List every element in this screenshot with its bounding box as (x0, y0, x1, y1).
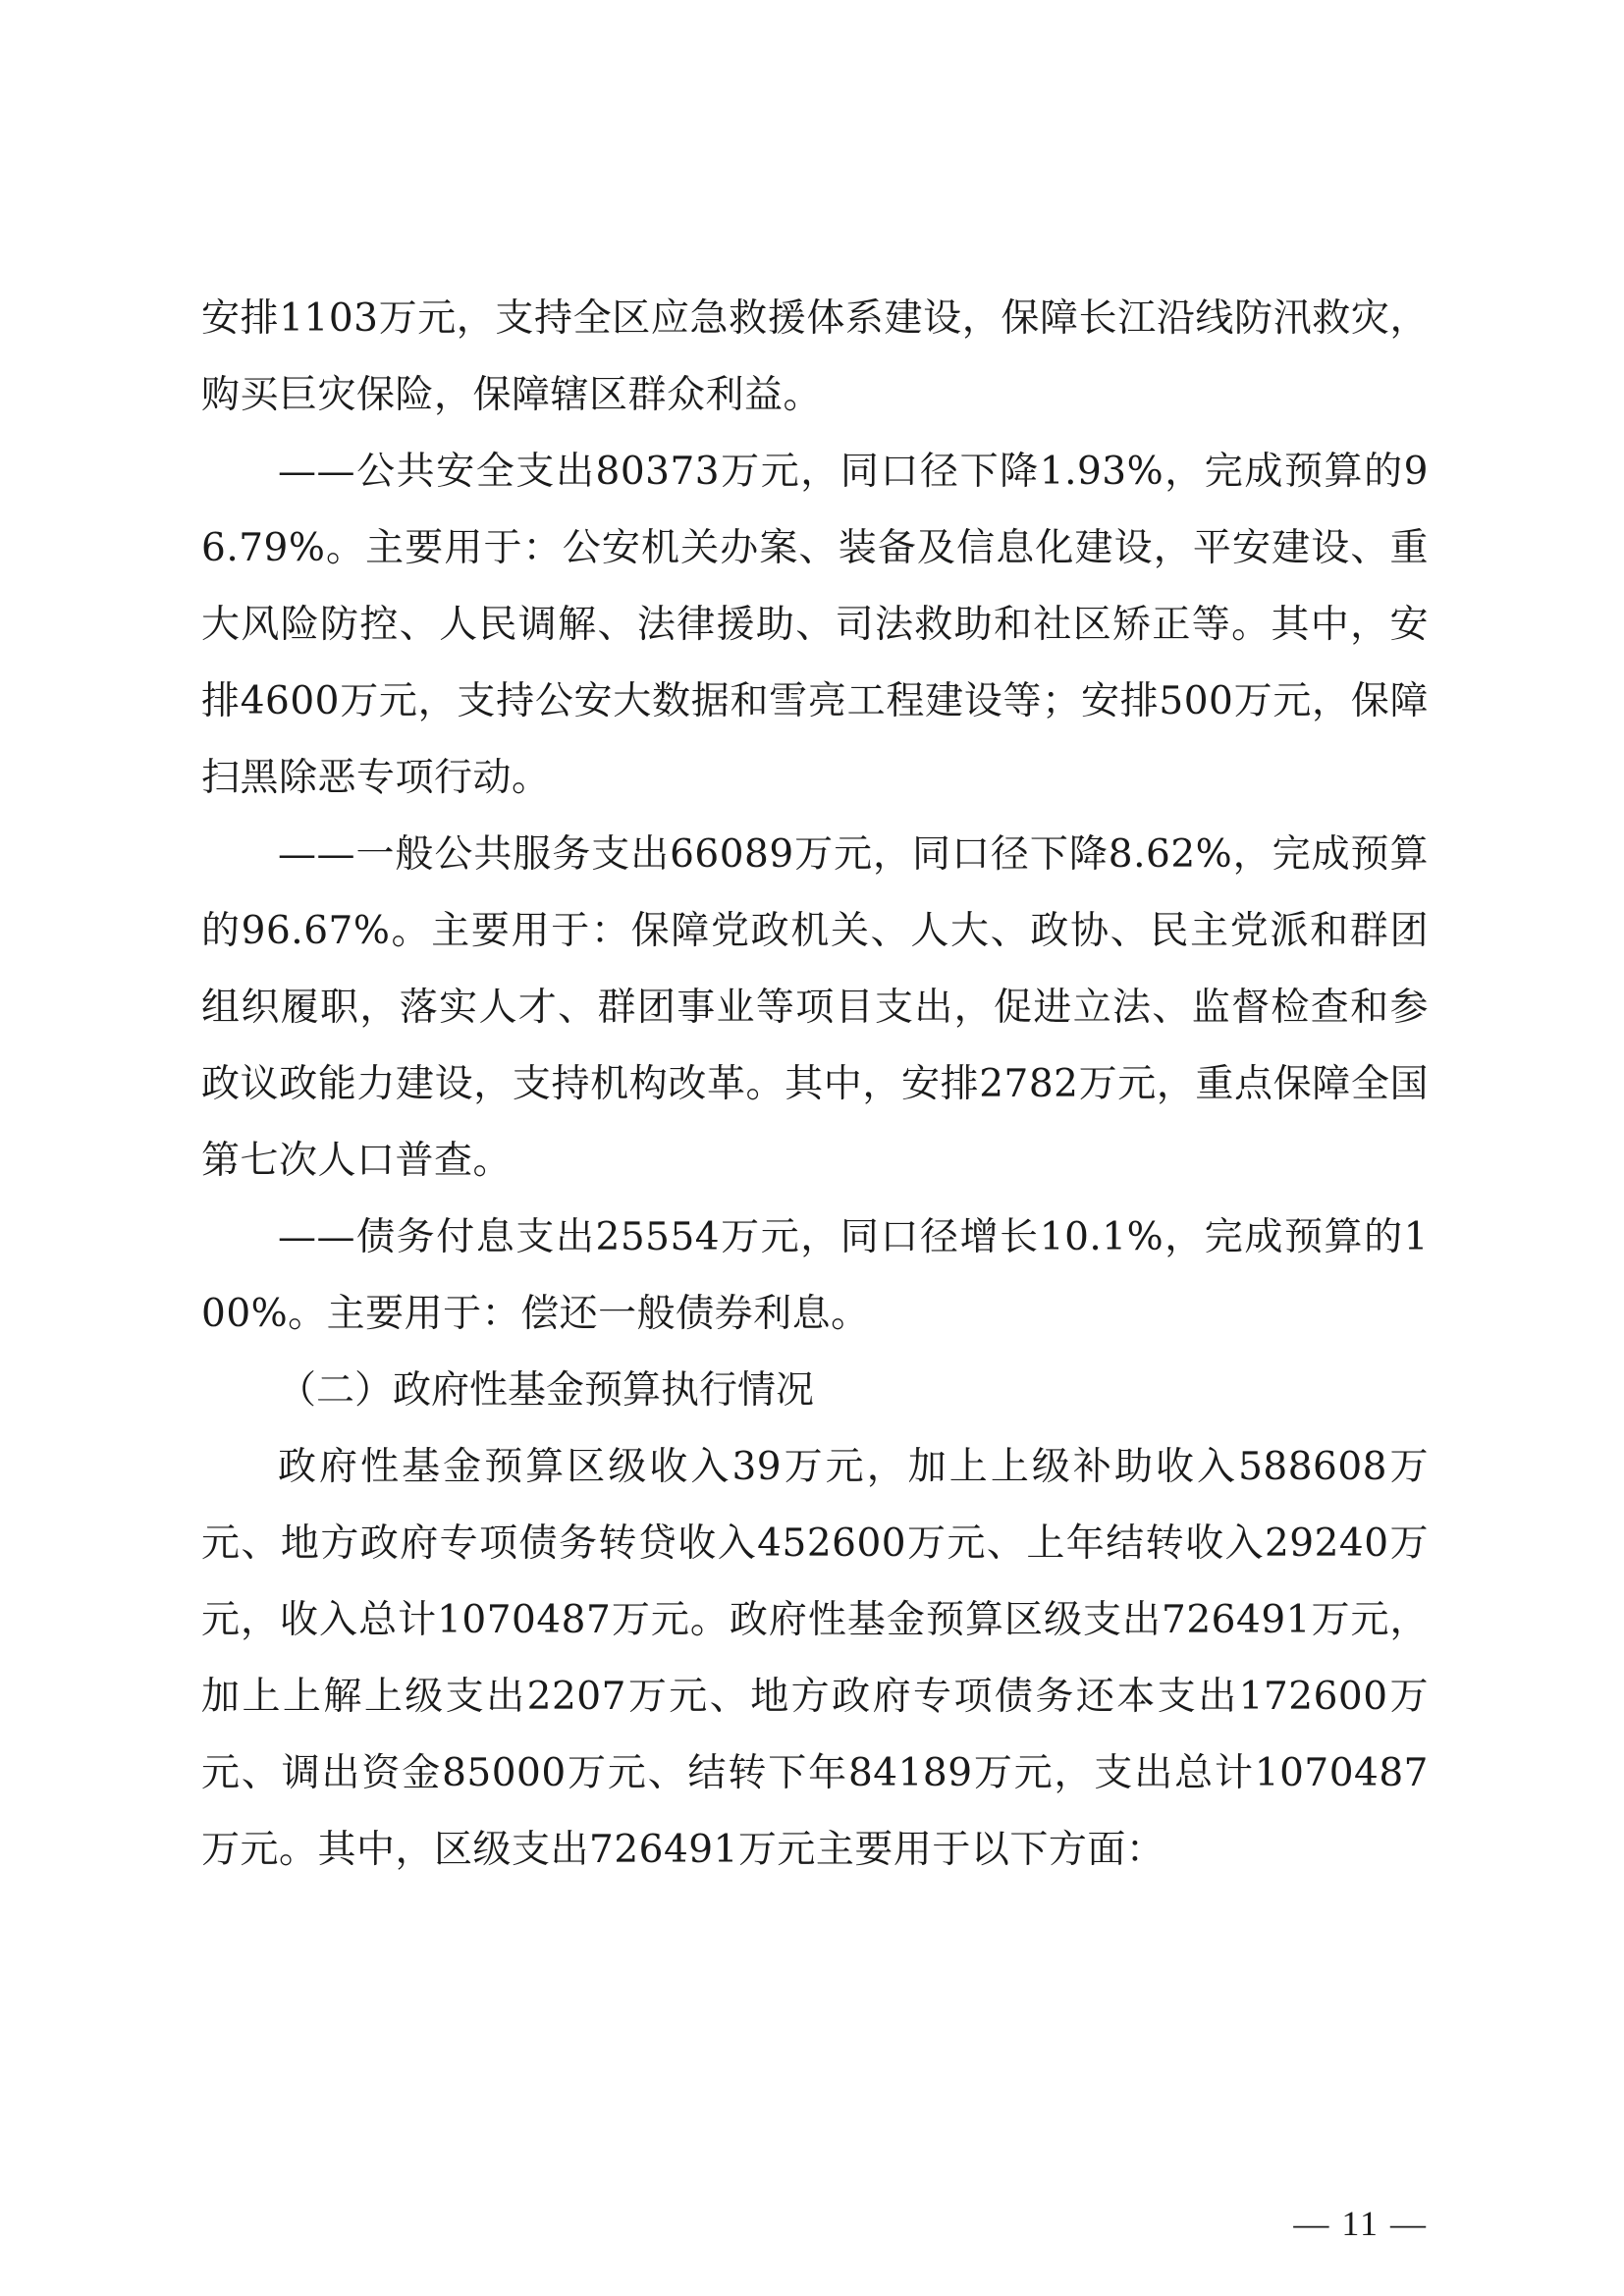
paragraph-debt-interest: ——债务付息支出25554万元，同口径增长10.1%，完成预算的100%。主要用于：偿还一般债券利息。 (201, 1215, 1429, 1336)
document-body (201, 281, 1429, 1889)
section-heading: （二）政府性基金预算执行情况 (278, 1368, 815, 1413)
page-number: — 11 — (1293, 2204, 1428, 2243)
paragraph-public-security: ——公共安全支出80373万元，同口径下降1.93%，完成预算的96.79%。主要用于：公安机关办案、装备及信息化建设，平安建设、重大风险防控、人民调解、法律援助、司法救助和社区矫正等。其中，安排4600万元，支持公安大数据和雪亮工程建设等；安排500万元，保障扫黑除恶专项行动。 (201, 450, 1429, 800)
paragraph-government-fund-budget: 政府性基金预算区级收入39万元，加上上级补助收入588608万元、地方政府专项债务转贷收入452600万元、上年结转收入29240万元，收入总计1070487万元。政府性基金预算区级支出726491万元，加上上解上级支出2207万元、地方政府专项债务还本支出172600万元、调出资金85000万元、结转下年84189万元，支出总计1070487万元。其中，区级支出726491万元主要用于以下方面： (201, 1445, 1429, 1872)
paragraph-emergency-continuation: 安排1103万元，支持全区应急救援体系建设，保障长江沿线防汛救灾，购买巨灾保险，保障辖区群众利益。 (201, 296, 1429, 417)
paragraph-general-public-services: ——一般公共服务支出66089万元，同口径下降8.62%，完成预算的96.67%。主要用于：保障党政机关、人大、政协、民主党派和群团组织履职，落实人才、群团事业等项目支出，促进立法、监督检查和参政议政能力建设，支持机构改革。其中，安排2782万元，重点保障全国第七次人口普查。 (201, 832, 1429, 1183)
